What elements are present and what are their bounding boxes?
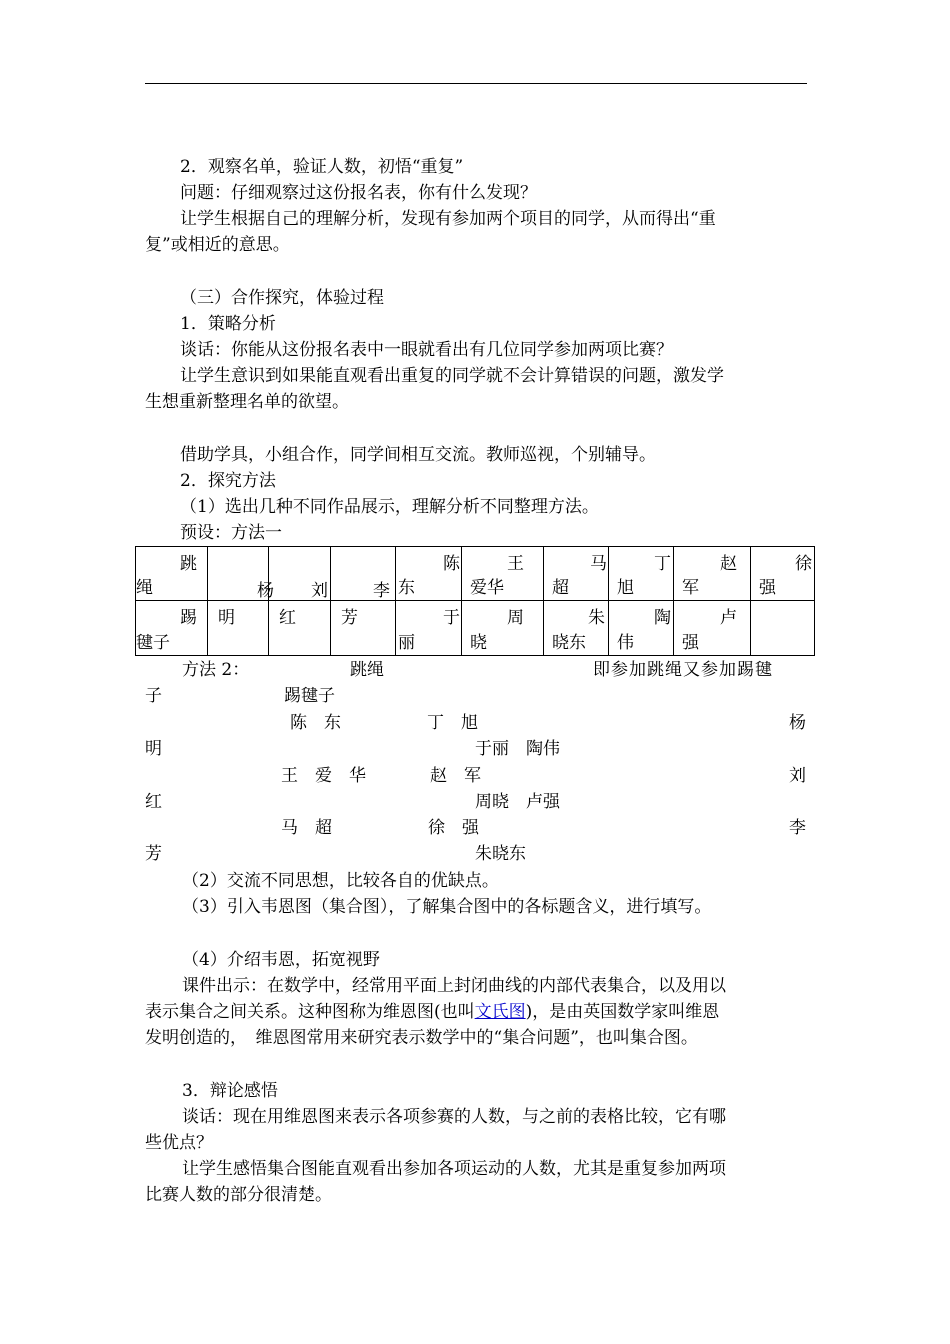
subheading: 2．探究方法	[180, 471, 276, 491]
table-cell: 王 爱华	[462, 547, 544, 601]
name-entry: 马 超	[281, 818, 332, 838]
table-cell: 周 晓	[462, 601, 544, 656]
venn-diagram-link[interactable]: 文氏图	[474, 1002, 526, 1022]
table-name: 刘	[311, 581, 328, 601]
column-header: 即参加跳绳又参加踢毽	[593, 660, 773, 680]
name-entry: 于丽 陶伟	[475, 739, 560, 759]
table-cell: 明	[208, 601, 269, 656]
table-cell: 卢 强	[674, 601, 751, 656]
name-entry: 刘	[789, 766, 806, 786]
header-rule	[145, 83, 807, 84]
table-cell: 红	[269, 601, 331, 656]
method-one-table	[135, 546, 815, 656]
preset-label: 预设：方法一	[180, 523, 282, 543]
table-cell: 徐 强	[751, 547, 815, 601]
name-entry: 徐 强	[428, 818, 479, 838]
name-entry: 陈 东	[290, 713, 341, 733]
table-name: 李	[373, 581, 390, 601]
name-entry: 明	[145, 739, 162, 759]
list-item: （2）交流不同思想，比较各自的优缺点。	[182, 871, 499, 891]
list-item: （4）介绍韦恩，拓宽视野	[182, 950, 380, 970]
section-heading: 2．观察名单，验证人数，初悟“重复”	[180, 157, 464, 177]
table-cell: 踢 毽子	[136, 601, 208, 656]
paragraph-line: 复”或相近的意思。	[145, 235, 290, 255]
table-cell: 赵 军	[674, 547, 751, 601]
section-heading: （三）合作探究，体验过程	[180, 288, 384, 308]
paragraph-line: 比赛人数的部分很清楚。	[145, 1185, 332, 1205]
name-entry: 芳	[145, 844, 162, 864]
text-run: )，是由英国数学家叫维恩	[525, 1002, 720, 1022]
paragraph-line: 让学生意识到如果能直观看出重复的同学就不会计算错误的问题，激发学	[180, 366, 724, 386]
table-cell: 芳	[331, 601, 396, 656]
paragraph-line: 课件出示：在数学中，经常用平面上封闭曲线的内部代表集合，以及用以	[182, 976, 726, 996]
name-entry: 朱晓东	[475, 844, 526, 864]
paragraph-line: 让学生感悟集合图能直观看出参加各项运动的人数，尤其是重复参加两项	[182, 1159, 726, 1179]
list-item: （3）引入韦恩图（集合图），了解集合图中的各标题含义，进行填写。	[182, 897, 712, 917]
table-cell: 于 丽	[396, 601, 462, 656]
method-two-label: 方法 2：	[182, 660, 250, 680]
table-cell: 陈 东	[396, 547, 462, 601]
table-cell: 跳 绳	[136, 547, 208, 601]
column-header: 踢毽子	[284, 686, 335, 706]
table-cell: 陶 伟	[609, 601, 674, 656]
talk-text: 些优点？	[145, 1133, 213, 1153]
name-entry: 王 爱 华	[281, 766, 366, 786]
name-entry: 红	[145, 792, 162, 812]
column-header: 跳绳	[350, 660, 384, 680]
paragraph-line: 生想重新整理名单的欲望。	[145, 392, 349, 412]
section-heading: 3．辩论感悟	[182, 1081, 278, 1101]
subheading: 1．策略分析	[180, 314, 276, 334]
question-text: 问题：仔细观察过这份报名表，你有什么发现？	[180, 183, 537, 203]
text-run: 表示集合之间关系。这种图称为维恩图(也叫	[145, 1002, 475, 1022]
table-cell: 丁 旭	[609, 547, 674, 601]
talk-text: 谈话：现在用维恩图来表示各项参赛的人数，与之前的表格比较，它有哪	[182, 1107, 726, 1127]
name-entry: 杨	[789, 713, 806, 733]
name-entry: 赵 军	[430, 766, 481, 786]
table-cell: 马 超	[544, 547, 609, 601]
table-cell	[751, 601, 815, 656]
paragraph-line	[145, 1001, 719, 1023]
name-entry: 李	[789, 818, 806, 838]
column-header: 子	[145, 686, 162, 706]
table-cell: 朱 晓东	[544, 601, 609, 656]
paragraph-line: 借助学具，小组合作，同学间相互交流。教师巡视，个别辅导。	[180, 445, 656, 465]
list-item: （1）选出几种不同作品展示，理解分析不同整理方法。	[180, 497, 599, 517]
talk-text: 谈话：你能从这份报名表中一眼就看出有几位同学参加两项比赛？	[180, 340, 673, 360]
paragraph-line: 发明创造的， 维恩图常用来研究表示数学中的“集合问题”，也叫集合图。	[145, 1028, 698, 1048]
name-entry: 丁 旭	[427, 713, 478, 733]
table-name: 杨	[257, 581, 274, 601]
paragraph-line: 让学生根据自己的理解分析，发现有参加两个项目的同学，从而得出“重	[180, 209, 716, 229]
name-entry: 周晓 卢强	[475, 792, 560, 812]
